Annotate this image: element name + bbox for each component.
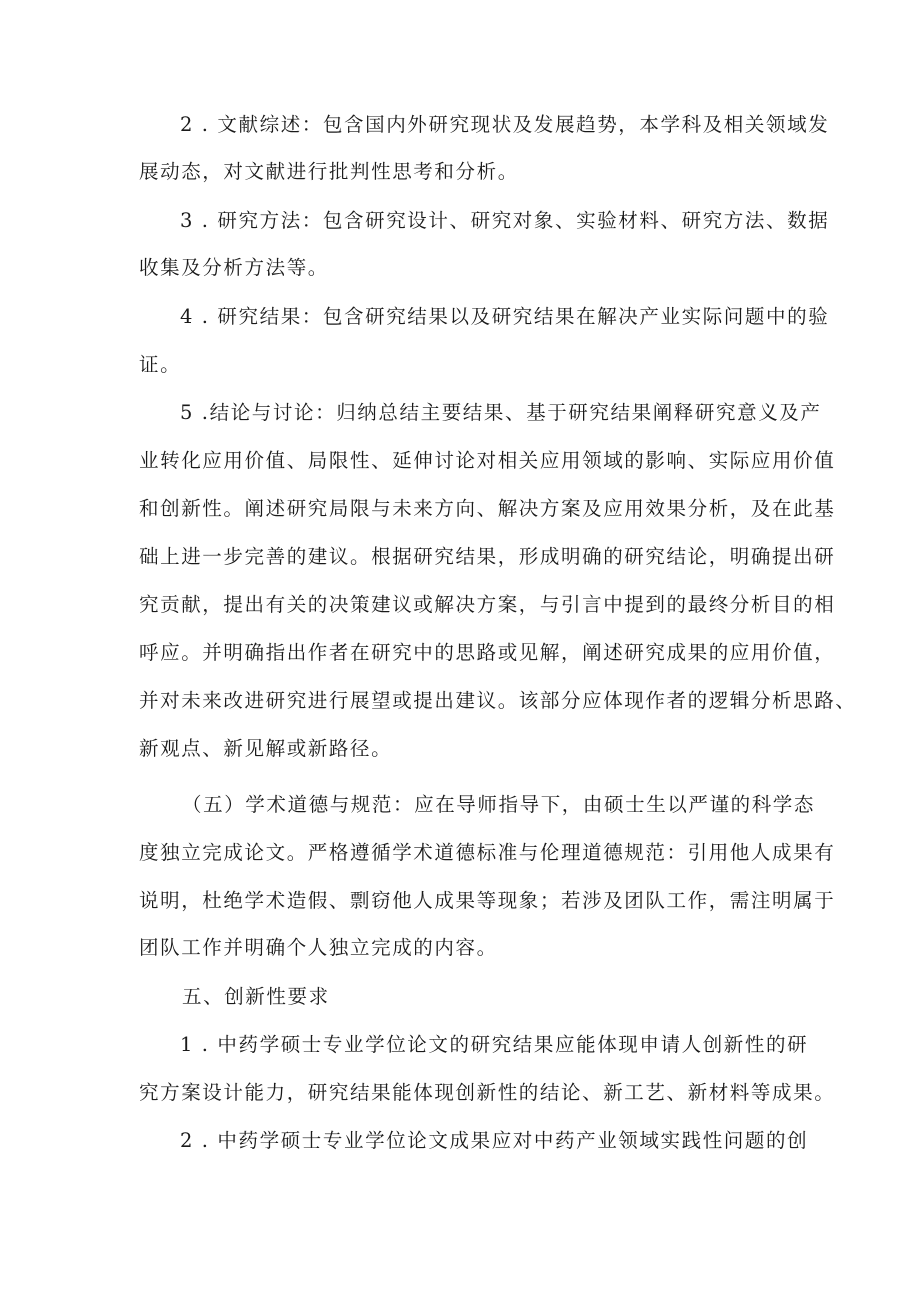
text-line: 新观点、新见解或新路径。 [139,737,393,760]
text-line: 2 . 中药学硕士专业学位论文成果应对中药产业领域实践性问题的创 [180,1129,809,1152]
text-line: （五）学术道德与规范：应在导师指导下，由硕士生以严谨的科学态 [182,793,816,816]
text-line: 展动态，对文献进行批判性思考和分析。 [139,160,519,183]
text-line: 4 . 研究结果：包含研究结果以及研究结果在解决产业实际问题中的验 [180,305,830,328]
text-line: 究方案设计能力，研究结果能体现创新性的结论、新工艺、新材料等成果。 [139,1081,836,1104]
text-line: 团队工作并明确个人独立完成的内容。 [139,936,498,959]
text-line: 收集及分析方法等。 [139,256,329,279]
text-line: 3 . 研究方法：包含研究设计、研究对象、实验材料、研究方法、数据 [180,209,830,232]
text-line: 证。 [139,353,182,376]
text-line: 础上进一步完善的建议。根据研究结果，形成明确的研究结论，明确提出研 [139,545,836,568]
text-line: 度独立完成论文。严格遵循学术道德标准与伦理道德规范：引用他人成果有 [139,841,836,864]
text-line: 和创新性。阐述研究局限与未来方向、解决方案及应用效果分析，及在此基 [139,497,836,520]
text-line: 说明，杜绝学术造假、剽窃他人成果等现象；若涉及团队工作，需注明属于 [139,889,836,912]
text-line: 5 .结论与讨论：归纳总结主要结果、基于研究结果阐释研究意义及产 [180,401,822,424]
section-heading: 五、创新性要求 [182,985,330,1008]
text-line: 1 . 中药学硕士专业学位论文的研究结果应能体现申请人创新性的研 [180,1033,809,1056]
text-line: 呼应。并明确指出作者在研究中的思路或见解，阐述研究成果的应用价值， [139,641,836,664]
text-line: 2 . 文献综述：包含国内外研究现状及发展趋势，本学科及相关领域发 [180,113,830,136]
text-line: 究贡献，提出有关的决策建议或解决方案，与引言中提到的最终分析目的相 [139,593,836,616]
text-line: 业转化应用价值、局限性、延伸讨论对相关应用领域的影响、实际应用价值 [139,449,836,472]
text-line: 并对未来改进研究进行展望或提出建议。该部分应体现作者的逻辑分析思路、 [139,689,857,712]
